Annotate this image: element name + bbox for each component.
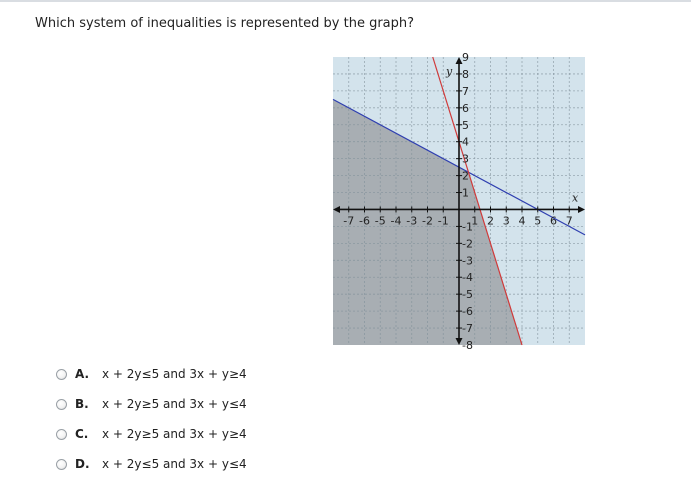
option-text: x + 2y≤5 and 3x + y≤4 [102,457,247,471]
option-letter: C. [75,427,89,441]
y-tick-label: 5 [462,118,469,132]
x-tick-label: -5 [374,214,386,228]
y-tick-label: 2 [462,169,469,183]
question-text: Which system of inequalities is represented by the graph? [35,16,415,31]
top-border [0,0,691,2]
y-tick-label: 3 [462,152,469,166]
option-letter: B. [75,397,89,411]
y-tick-label: 4 [462,135,469,149]
y-tick-label: -1 [462,220,473,234]
x-tick-label: -7 [343,214,355,228]
answer-options [56,359,356,479]
y-tick-label: -4 [462,271,473,285]
y-tick-label: 6 [462,101,469,115]
y-tick-label: -3 [462,254,473,268]
x-tick-label: 5 [534,214,542,228]
radio-button-a[interactable] [56,369,67,380]
option-text: x + 2y≥5 and 3x + y≤4 [102,397,247,411]
y-tick-label: -6 [462,305,473,319]
option-text: x + 2y≤5 and 3x + y≥4 [102,367,247,381]
y-tick-label: -5 [462,288,473,302]
y-tick-label: 9 [462,51,469,64]
y-tick-label: -7 [462,322,473,336]
radio-button-b[interactable] [56,399,67,410]
coordinate-plane [333,51,585,352]
option-letter: A. [75,367,90,381]
y-tick-label: 1 [462,186,469,200]
x-tick-label: 1 [471,214,479,228]
x-tick-label: 7 [565,214,573,228]
option-letter: D. [75,457,90,471]
x-tick-label: -4 [390,214,402,228]
x-tick-label: -1 [437,214,449,228]
option-text: x + 2y≥5 and 3x + y≥4 [102,427,247,441]
x-tick-label: -6 [359,214,370,228]
radio-button-c[interactable] [56,429,67,440]
option-a[interactable] [56,359,356,389]
x-axis-label: x [572,191,579,205]
option-d[interactable] [56,449,356,479]
x-tick-label: 4 [518,214,526,228]
x-tick-label: -3 [406,214,418,228]
x-tick-label: 3 [502,214,510,228]
x-tick-label: 6 [550,214,557,228]
y-tick-label: -8 [462,339,473,352]
y-tick-label: 7 [462,84,469,98]
x-tick-label: -2 [422,214,433,228]
x-tick-label: 2 [487,214,494,228]
graph [333,51,585,352]
y-axis-label: y [446,65,453,78]
y-tick-label: -2 [462,237,473,251]
option-b[interactable] [56,389,356,419]
option-c[interactable] [56,419,356,449]
y-tick-label: 8 [462,67,469,81]
radio-button-d[interactable] [56,459,67,470]
